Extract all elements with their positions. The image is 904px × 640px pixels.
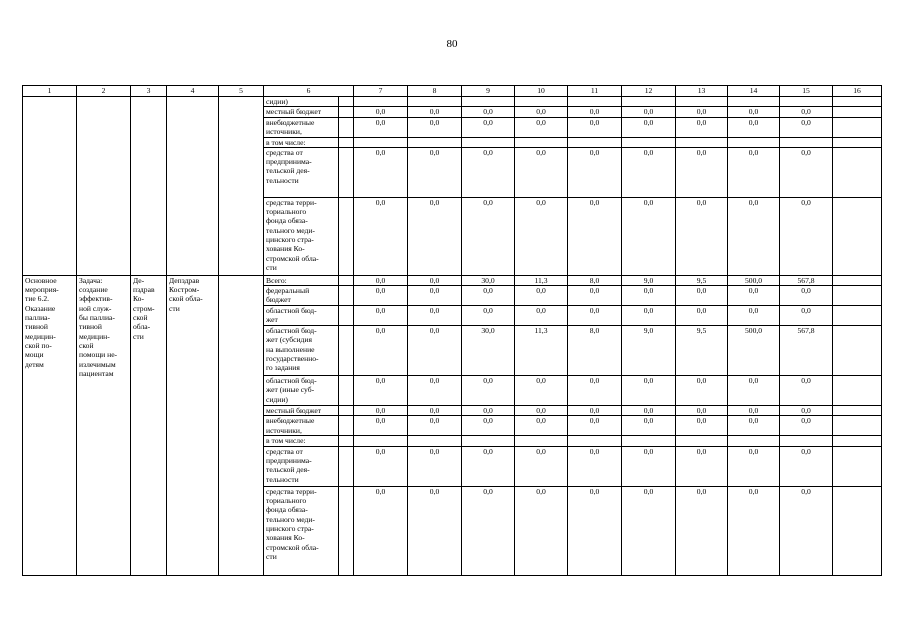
value-cell xyxy=(728,97,780,107)
empty-cell xyxy=(833,97,882,107)
value-cell xyxy=(728,436,780,446)
value-cell: 0,0 xyxy=(354,486,408,575)
blank-narrow-cell xyxy=(339,275,354,285)
blank-narrow-cell xyxy=(339,197,354,275)
column-header-15: 15 xyxy=(780,86,833,97)
value-cell xyxy=(676,436,728,446)
value-cell: 0,0 xyxy=(676,376,728,406)
blank-narrow-cell xyxy=(339,117,354,137)
value-cell xyxy=(515,137,568,147)
value-cell: 0,0 xyxy=(462,406,515,416)
column-header-4: 4 xyxy=(167,86,219,97)
value-cell: 0,0 xyxy=(622,147,676,197)
value-cell: 0,0 xyxy=(676,306,728,326)
value-cell: 9,5 xyxy=(676,326,728,376)
value-cell: 0,0 xyxy=(515,147,568,197)
value-cell: 0,0 xyxy=(622,416,676,436)
funding-source-label: средства от предпринима- тельской дея- тельности xyxy=(264,147,339,197)
value-cell xyxy=(354,97,408,107)
blank-narrow-cell xyxy=(339,486,354,575)
empty-cell xyxy=(833,117,882,137)
value-cell: 567,8 xyxy=(780,326,833,376)
value-cell xyxy=(568,97,622,107)
column-header-14: 14 xyxy=(728,86,780,97)
value-cell: 0,0 xyxy=(568,286,622,306)
value-cell: 0,0 xyxy=(676,416,728,436)
value-cell: 0,0 xyxy=(354,117,408,137)
value-cell xyxy=(728,137,780,147)
value-cell: 0,0 xyxy=(408,117,462,137)
value-cell: 0,0 xyxy=(354,147,408,197)
empty-cell xyxy=(833,197,882,275)
value-cell: 0,0 xyxy=(515,446,568,486)
value-cell: 0,0 xyxy=(780,117,833,137)
value-cell xyxy=(354,137,408,147)
value-cell: 0,0 xyxy=(780,197,833,275)
value-cell xyxy=(408,97,462,107)
budget-table xyxy=(22,85,882,576)
value-cell: 0,0 xyxy=(676,147,728,197)
value-cell: 567,8 xyxy=(780,275,833,285)
value-cell: 0,0 xyxy=(515,306,568,326)
value-cell xyxy=(568,436,622,446)
value-cell: 0,0 xyxy=(728,406,780,416)
value-cell: 0,0 xyxy=(728,416,780,436)
value-cell: 0,0 xyxy=(408,406,462,416)
value-cell: 11,3 xyxy=(515,275,568,285)
column-header-12: 12 xyxy=(622,86,676,97)
value-cell: 0,0 xyxy=(462,117,515,137)
value-cell: 0,0 xyxy=(728,147,780,197)
column-header-7: 7 xyxy=(354,86,408,97)
empty-cell xyxy=(833,275,882,285)
value-cell: 0,0 xyxy=(354,306,408,326)
value-cell: 0,0 xyxy=(354,376,408,406)
value-cell xyxy=(780,97,833,107)
empty-cell xyxy=(833,446,882,486)
value-cell: 0,0 xyxy=(408,286,462,306)
value-cell xyxy=(515,436,568,446)
blank-narrow-cell xyxy=(339,107,354,117)
value-cell: 8,0 xyxy=(568,275,622,285)
column-header-1: 1 xyxy=(23,86,77,97)
funding-source-label: сидии) xyxy=(264,97,339,107)
value-cell: 0,0 xyxy=(568,197,622,275)
empty-cell xyxy=(833,286,882,306)
value-cell: 0,0 xyxy=(408,275,462,285)
value-cell: 0,0 xyxy=(728,376,780,406)
value-cell: 0,0 xyxy=(462,197,515,275)
value-cell: 0,0 xyxy=(462,446,515,486)
value-cell: 0,0 xyxy=(728,117,780,137)
funding-source-label: Всего: xyxy=(264,275,339,285)
value-cell xyxy=(622,97,676,107)
column-header-5: 5 xyxy=(219,86,264,97)
value-cell xyxy=(515,97,568,107)
value-cell: 0,0 xyxy=(780,286,833,306)
column-header-13: 13 xyxy=(676,86,728,97)
value-cell: 0,0 xyxy=(622,306,676,326)
funding-source-label: местный бюджет xyxy=(264,107,339,117)
value-cell: 0,0 xyxy=(515,117,568,137)
table-row xyxy=(23,97,882,107)
value-cell xyxy=(408,137,462,147)
blank-narrow-cell xyxy=(339,286,354,306)
value-cell: 9,0 xyxy=(622,326,676,376)
column-header-6: 6 xyxy=(264,86,354,97)
column-header-3: 3 xyxy=(131,86,167,97)
value-cell: 500,0 xyxy=(728,326,780,376)
column-5-cell xyxy=(219,97,264,276)
value-cell: 0,0 xyxy=(568,107,622,117)
value-cell: 0,0 xyxy=(568,406,622,416)
value-cell: 0,0 xyxy=(408,197,462,275)
value-cell: 0,0 xyxy=(354,416,408,436)
value-cell xyxy=(676,97,728,107)
value-cell: 30,0 xyxy=(462,326,515,376)
funding-source-label: областной бюд- жет (иные суб- сидии) xyxy=(264,376,339,406)
empty-cell xyxy=(833,376,882,406)
column-header-8: 8 xyxy=(408,86,462,97)
funding-source-label: средства от предпринима- тельской дея- тельности xyxy=(264,446,339,486)
value-cell: 0,0 xyxy=(515,416,568,436)
value-cell: 0,0 xyxy=(622,446,676,486)
value-cell: 500,0 xyxy=(728,275,780,285)
value-cell: 0,0 xyxy=(676,406,728,416)
funding-source-label: местный бюджет xyxy=(264,406,339,416)
value-cell: 9,0 xyxy=(622,275,676,285)
event-cell xyxy=(23,97,77,276)
value-cell: 0,0 xyxy=(728,107,780,117)
value-cell: 0,0 xyxy=(354,197,408,275)
value-cell: 0,0 xyxy=(676,117,728,137)
value-cell: 0,0 xyxy=(780,147,833,197)
blank-narrow-cell xyxy=(339,416,354,436)
value-cell: 0,0 xyxy=(354,107,408,117)
blank-narrow-cell xyxy=(339,376,354,406)
value-cell: 0,0 xyxy=(568,446,622,486)
value-cell: 0,0 xyxy=(354,326,408,376)
value-cell: 0,0 xyxy=(515,107,568,117)
value-cell: 0,0 xyxy=(568,306,622,326)
value-cell: 0,0 xyxy=(676,446,728,486)
table-body xyxy=(23,86,882,576)
value-cell: 0,0 xyxy=(676,486,728,575)
value-cell xyxy=(676,137,728,147)
value-cell: 0,0 xyxy=(728,197,780,275)
value-cell: 0,0 xyxy=(462,376,515,406)
column-header-10: 10 xyxy=(515,86,568,97)
column-header-11: 11 xyxy=(568,86,622,97)
value-cell: 0,0 xyxy=(408,306,462,326)
value-cell: 0,0 xyxy=(728,306,780,326)
blank-narrow-cell xyxy=(339,137,354,147)
column-5-cell xyxy=(219,275,264,575)
empty-cell xyxy=(833,137,882,147)
empty-cell xyxy=(833,306,882,326)
task-cell xyxy=(77,97,131,276)
value-cell: 0,0 xyxy=(354,446,408,486)
value-cell: 0,0 xyxy=(780,446,833,486)
value-cell: 0,0 xyxy=(408,147,462,197)
empty-cell xyxy=(833,406,882,416)
funding-source-label: в том числе: xyxy=(264,137,339,147)
executor-cell xyxy=(131,97,167,276)
value-cell: 0,0 xyxy=(462,416,515,436)
value-cell: 0,0 xyxy=(408,446,462,486)
value-cell: 9,5 xyxy=(676,275,728,285)
blank-narrow-cell xyxy=(339,326,354,376)
value-cell: 0,0 xyxy=(622,406,676,416)
empty-cell xyxy=(833,107,882,117)
value-cell: 0,0 xyxy=(780,376,833,406)
column-header-16: 16 xyxy=(833,86,882,97)
value-cell xyxy=(780,436,833,446)
value-cell: 0,0 xyxy=(728,286,780,306)
value-cell: 0,0 xyxy=(622,107,676,117)
funding-source-label: средства терри- ториального фонда обяза- тельного меди- цинского стра- хования Ко- стромской обла- сти xyxy=(264,486,339,575)
value-cell: 8,0 xyxy=(568,326,622,376)
responsible-cell xyxy=(167,97,219,276)
value-cell: 0,0 xyxy=(780,107,833,117)
value-cell xyxy=(568,137,622,147)
value-cell xyxy=(462,137,515,147)
value-cell: 0,0 xyxy=(622,286,676,306)
funding-source-label: федеральный бюджет xyxy=(264,286,339,306)
value-cell xyxy=(462,97,515,107)
value-cell: 0,0 xyxy=(354,275,408,285)
value-cell: 0,0 xyxy=(780,306,833,326)
value-cell: 0,0 xyxy=(515,406,568,416)
value-cell: 0,0 xyxy=(622,376,676,406)
value-cell: 0,0 xyxy=(780,406,833,416)
value-cell: 0,0 xyxy=(408,416,462,436)
empty-cell xyxy=(833,486,882,575)
value-cell: 0,0 xyxy=(676,197,728,275)
value-cell: 0,0 xyxy=(780,416,833,436)
value-cell xyxy=(622,436,676,446)
value-cell: 0,0 xyxy=(408,326,462,376)
value-cell: 0,0 xyxy=(780,486,833,575)
empty-cell xyxy=(833,326,882,376)
value-cell: 0,0 xyxy=(622,197,676,275)
column-header-9: 9 xyxy=(462,86,515,97)
blank-narrow-cell xyxy=(339,446,354,486)
value-cell: 0,0 xyxy=(728,486,780,575)
value-cell: 0,0 xyxy=(462,147,515,197)
value-cell: 0,0 xyxy=(515,486,568,575)
value-cell: 0,0 xyxy=(568,147,622,197)
value-cell: 0,0 xyxy=(676,107,728,117)
empty-cell xyxy=(833,147,882,197)
value-cell: 30,0 xyxy=(462,275,515,285)
task-cell: Задача: создание эффектив- ной служ- бы паллиа- тивной медицин- ской помощи не- излечимым пациентам xyxy=(77,275,131,575)
blank-narrow-cell xyxy=(339,436,354,446)
funding-source-label: внебюджетные источники, xyxy=(264,416,339,436)
responsible-cell: Депздрав Костром- ской обла- сти xyxy=(167,275,219,575)
value-cell: 0,0 xyxy=(515,286,568,306)
value-cell xyxy=(780,137,833,147)
funding-source-label: средства терри- ториального фонда обяза- тельного меди- цинского стра- хования Ко- стромской обла- сти xyxy=(264,197,339,275)
value-cell: 0,0 xyxy=(728,446,780,486)
value-cell: 0,0 xyxy=(622,486,676,575)
blank-narrow-cell xyxy=(339,97,354,107)
value-cell: 0,0 xyxy=(568,486,622,575)
blank-narrow-cell xyxy=(339,147,354,197)
page-number: 80 xyxy=(446,38,458,50)
value-cell xyxy=(622,137,676,147)
value-cell: 11,3 xyxy=(515,326,568,376)
empty-cell xyxy=(833,416,882,436)
value-cell: 0,0 xyxy=(408,376,462,406)
value-cell: 0,0 xyxy=(462,306,515,326)
value-cell: 0,0 xyxy=(462,486,515,575)
value-cell: 0,0 xyxy=(568,416,622,436)
value-cell: 0,0 xyxy=(462,107,515,117)
funding-source-label: в том числе: xyxy=(264,436,339,446)
value-cell xyxy=(354,436,408,446)
value-cell: 0,0 xyxy=(354,406,408,416)
value-cell: 0,0 xyxy=(515,376,568,406)
value-cell: 0,0 xyxy=(622,117,676,137)
blank-narrow-cell xyxy=(339,406,354,416)
column-header-2: 2 xyxy=(77,86,131,97)
blank-narrow-cell xyxy=(339,306,354,326)
value-cell xyxy=(462,436,515,446)
value-cell: 0,0 xyxy=(462,286,515,306)
value-cell: 0,0 xyxy=(515,197,568,275)
value-cell: 0,0 xyxy=(568,117,622,137)
funding-source-label: внебюджетные источники, xyxy=(264,117,339,137)
table-row xyxy=(23,275,882,285)
value-cell: 0,0 xyxy=(408,486,462,575)
event-cell: Основное мероприя- тие 6.2. Оказание паллиа- тивной медицин- ской по- мощи детям xyxy=(23,275,77,575)
value-cell: 0,0 xyxy=(354,286,408,306)
value-cell: 0,0 xyxy=(568,376,622,406)
funding-source-label: областной бюд- жет xyxy=(264,306,339,326)
value-cell: 0,0 xyxy=(408,107,462,117)
executor-cell: Де- пздрав Ко- стром- ской обла- сти xyxy=(131,275,167,575)
header-row xyxy=(23,86,882,97)
empty-cell xyxy=(833,436,882,446)
value-cell: 0,0 xyxy=(676,286,728,306)
value-cell xyxy=(408,436,462,446)
funding-source-label: областной бюд- жет (субсидия на выполнение государственно- го задания xyxy=(264,326,339,376)
